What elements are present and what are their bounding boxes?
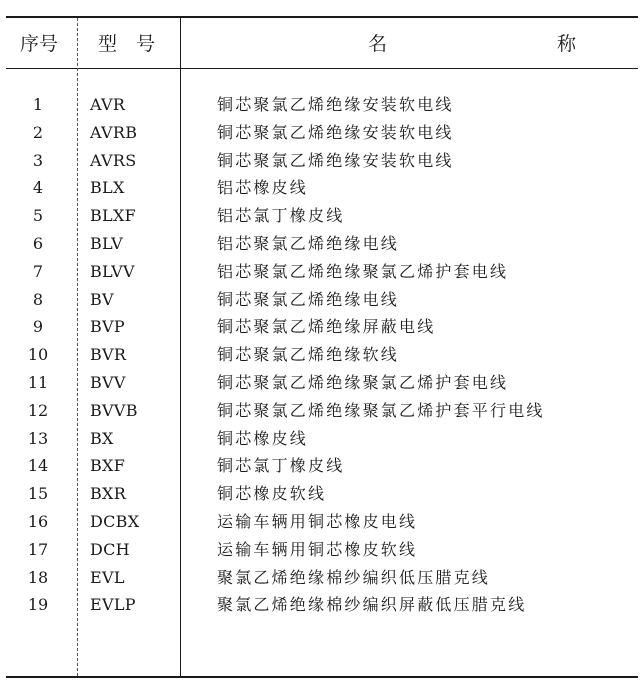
row-name: 运输车辆用铜芯橡皮电线 xyxy=(217,511,418,531)
table-row xyxy=(0,230,644,258)
row-model: DCBX xyxy=(90,511,140,531)
row-name: 铜芯聚氯乙烯绝缘软线 xyxy=(217,345,400,365)
row-seq: 5 xyxy=(32,206,44,226)
row-name: 铜芯聚氯乙烯绝缘电线 xyxy=(217,289,400,309)
table-row xyxy=(0,286,644,314)
row-name: 铜芯橡皮软线 xyxy=(217,484,327,504)
row-seq: 1 xyxy=(32,95,44,114)
row-model: DCH xyxy=(90,539,130,559)
row-seq: 13 xyxy=(27,428,49,448)
row-model: BVV xyxy=(90,372,126,392)
row-model: BX xyxy=(90,428,114,448)
table-row xyxy=(0,425,644,453)
table-row xyxy=(0,91,644,119)
table-header-rule xyxy=(6,68,638,69)
row-model: AVRB xyxy=(90,122,138,142)
row-name: 运输车辆用铜芯橡皮软线 xyxy=(217,539,418,559)
row-name: 铜芯聚氯乙烯绝缘聚氯乙烯护套平行电线 xyxy=(217,400,545,420)
header-seq: 序号 xyxy=(20,33,59,55)
row-model: BXF xyxy=(90,456,126,476)
header-name-right: 称 xyxy=(557,33,577,55)
table-row xyxy=(0,452,644,480)
row-name: 聚氯乙烯绝缘棉纱编织屏蔽低压腊克线 xyxy=(217,595,527,615)
row-seq: 17 xyxy=(27,539,49,559)
row-name: 铜芯聚氯乙烯绝缘聚氯乙烯护套电线 xyxy=(217,372,509,392)
table-bottom-rule xyxy=(6,676,638,678)
table-row xyxy=(0,508,644,536)
row-seq: 2 xyxy=(32,122,44,142)
row-model: AVRS xyxy=(90,150,137,170)
row-seq: 4 xyxy=(32,178,44,198)
table-top-rule xyxy=(6,16,638,18)
row-model: AVR xyxy=(90,95,126,114)
table-row xyxy=(0,397,644,425)
row-name: 铜芯聚氯乙烯绝缘安装软电线 xyxy=(217,122,454,142)
table-row xyxy=(0,591,644,619)
table-row xyxy=(0,536,644,564)
table-row xyxy=(0,564,644,592)
row-seq: 6 xyxy=(32,233,44,253)
row-seq: 11 xyxy=(27,372,49,392)
row-name: 铝芯橡皮线 xyxy=(217,178,309,198)
row-seq: 9 xyxy=(32,317,44,337)
row-model: BLV xyxy=(90,233,123,253)
row-model: EVLP xyxy=(90,595,136,615)
row-model: BVR xyxy=(90,345,127,365)
row-name: 铜芯聚氯乙烯绝缘屏蔽电线 xyxy=(217,317,436,337)
row-name: 铜芯橡皮线 xyxy=(217,428,309,448)
row-name: 铝芯聚氯乙烯绝缘聚氯乙烯护套电线 xyxy=(217,261,509,281)
row-seq: 15 xyxy=(27,484,49,504)
row-name: 铜芯聚氯乙烯绝缘安装软电线 xyxy=(217,150,454,170)
row-seq: 18 xyxy=(27,567,49,587)
row-seq: 12 xyxy=(27,400,49,420)
row-seq: 16 xyxy=(27,511,49,531)
table-body xyxy=(0,91,644,619)
header-name-left: 名 xyxy=(368,33,388,55)
row-name: 铜芯氯丁橡皮线 xyxy=(217,456,345,476)
table-row xyxy=(0,174,644,202)
row-model: BVP xyxy=(90,317,125,337)
row-seq: 14 xyxy=(27,456,49,476)
row-model: BLX xyxy=(90,178,125,198)
row-model: BLXF xyxy=(90,206,137,226)
table-row xyxy=(0,313,644,341)
row-model: BVVB xyxy=(90,400,138,420)
row-name: 铝芯聚氯乙烯绝缘电线 xyxy=(217,233,400,253)
row-seq: 3 xyxy=(32,150,44,170)
table-row xyxy=(0,480,644,508)
row-model: BV xyxy=(90,289,114,309)
table-row xyxy=(0,119,644,147)
table-row xyxy=(0,147,644,175)
row-seq: 19 xyxy=(27,595,49,615)
row-model: BLVV xyxy=(90,261,135,281)
table-row xyxy=(0,369,644,397)
table-row xyxy=(0,258,644,286)
row-name: 铜芯聚氯乙烯绝缘安装软电线 xyxy=(217,95,454,114)
row-model: EVL xyxy=(90,567,125,587)
row-name: 聚氯乙烯绝缘棉纱编织低压腊克线 xyxy=(217,567,491,587)
header-model: 型 号 xyxy=(98,33,156,55)
row-seq: 8 xyxy=(32,289,44,309)
row-seq: 10 xyxy=(27,345,49,365)
table-row xyxy=(0,341,644,369)
row-seq: 7 xyxy=(32,261,44,281)
table-row xyxy=(0,202,644,230)
row-name: 铝芯氯丁橡皮线 xyxy=(217,206,345,226)
row-model: BXR xyxy=(90,484,127,504)
